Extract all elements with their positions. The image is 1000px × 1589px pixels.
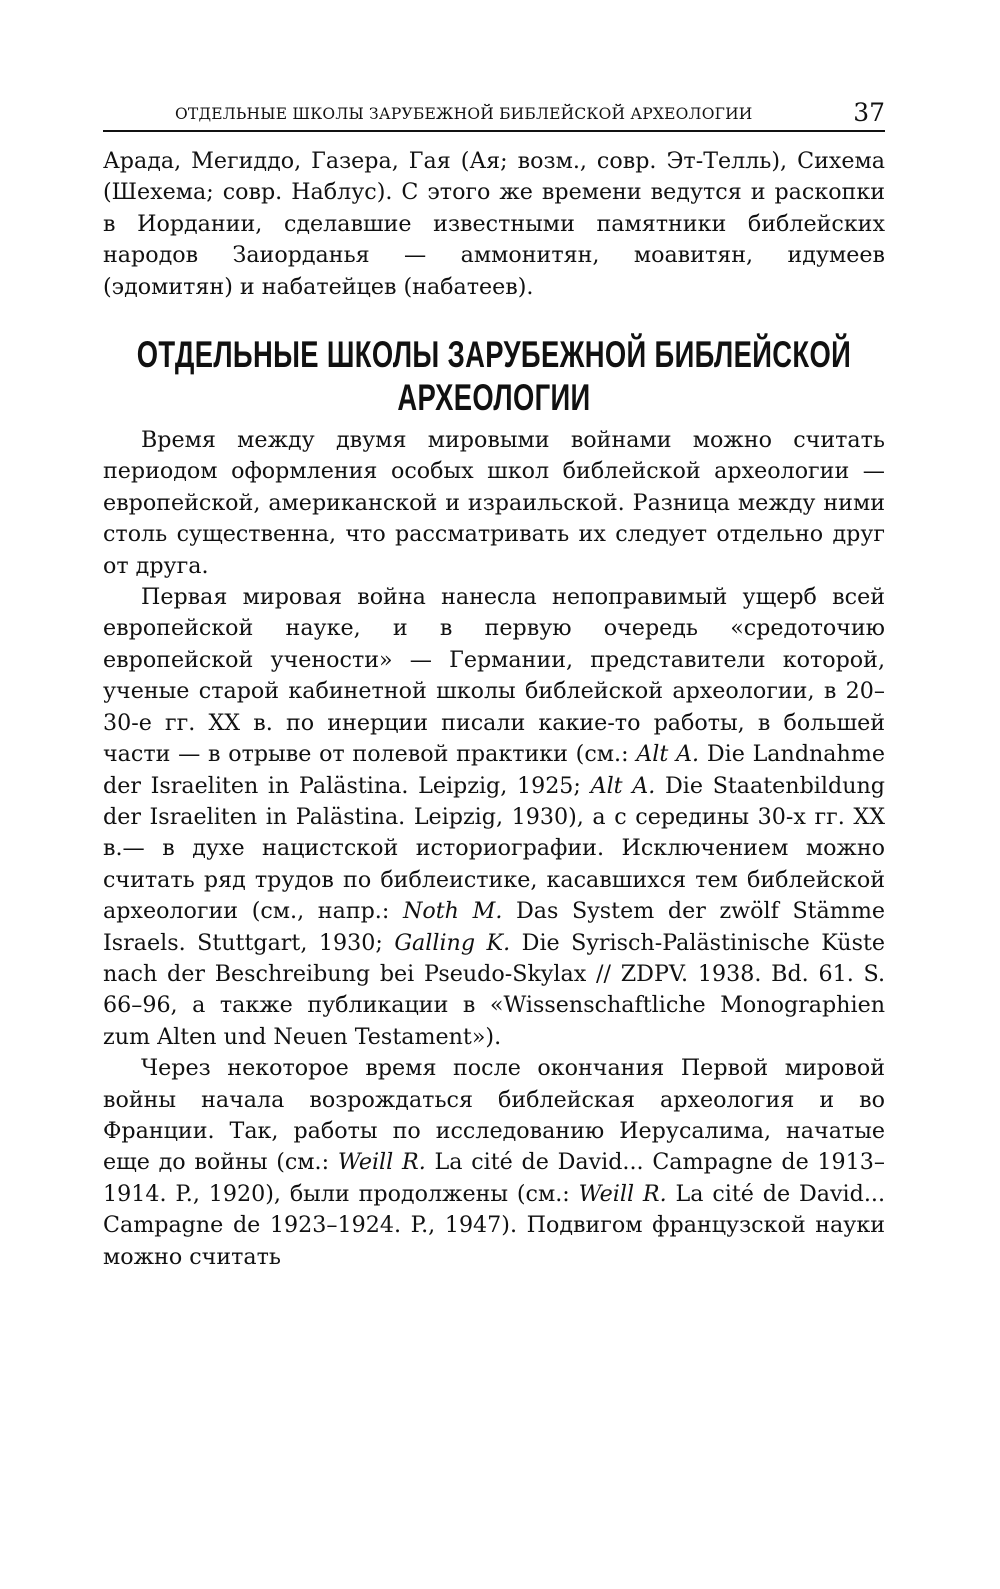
citation-author: Weill R. bbox=[337, 1149, 426, 1176]
citation-author: Alt A. bbox=[636, 741, 700, 768]
paragraph-2 bbox=[103, 582, 885, 1053]
citation-author: Noth M. bbox=[402, 898, 503, 925]
paragraph-2-text-3: Die Staatenbildung der Israeliten in Palästina. Leipzig, 1930), а с середины 30-х гг. XX в.— в духе нацистской историографии. Исключением можно считать ряд трудов по библеистике, касавшихся тем библейской археологии (см., напр.: bbox=[103, 772, 885, 925]
paragraph-2-text-2: Die Landnahme der Israeliten in Palästina. Leipzig, 1925; bbox=[103, 741, 885, 799]
book-page bbox=[103, 88, 885, 1273]
paragraph-3-text-2: La cité de David... Campagne de 1913–1914. P., 1920), были продолжены (см.: bbox=[103, 1149, 885, 1207]
paragraph-2-text-5: Die Syrisch-Palästinische Küste nach der Beschreibung bei Pseudo-Skylax // ZDPV. 1938. Bd. 61. S. 66–96, а также публикации в «Wissenschaftliche Monographien zum Alten und Neuen Testament»). bbox=[103, 929, 885, 1050]
running-header bbox=[103, 88, 885, 132]
paragraph-2-text-1: Первая мировая война нанесла непоправимый ущерб всей европейской науке, и в первую очередь «средоточию европейской учености» — Германии, представители которой, ученые старой кабинетной школы библейской археологии, в 20–30-е гг. XX в. по инерции писали какие-то работы, в большей части — в отрыве от полевой практики (см.: bbox=[103, 584, 885, 768]
paragraph-3-text-3: La cité de David... Campagne de 1923–1924. P., 1947). Подвигом французской науки можно считать bbox=[103, 1180, 885, 1270]
page-number: 37 bbox=[853, 98, 885, 127]
citation-author: Alt A. bbox=[590, 772, 656, 799]
running-title: ОТДЕЛЬНЫЕ ШКОЛЫ ЗАРУБЕЖНОЙ БИБЛЕЙСКОЙ АРХЕОЛОГИИ bbox=[175, 104, 753, 123]
page-body bbox=[103, 146, 885, 1273]
paragraph-2-text-4: Das System der zwölf Stämme Israels. Stuttgart, 1930; bbox=[103, 898, 885, 956]
section-heading-line-2: АРХЕОЛОГИИ bbox=[397, 377, 591, 419]
paragraph-3-text-1: Через некоторое время после окончания Первой мировой войны начала возрождаться библейская археология и во Франции. Так, работы по исследованию Иерусалима, начатые еще до войны (см.: bbox=[103, 1055, 885, 1176]
citation-author: Weill R. bbox=[578, 1180, 667, 1207]
citation-author: Galling K. bbox=[394, 929, 511, 956]
section-heading-line-1: ОТДЕЛЬНЫЕ ШКОЛЫ ЗАРУБЕЖНОЙ БИБЛЕЙСКОЙ bbox=[136, 334, 852, 376]
section-heading bbox=[108, 333, 879, 419]
intro-paragraph: Арада, Мегиддо, Газера, Гая (Ая; возм., совр. Эт-Телль), Сихема (Шехема; совр. Наблус). С этого же времени ведутся и раскопки в Иордании, сделавшие известными памятники библейских народов Заиорданья — аммонитян, моавитян, идумеев (эдомитян) и набатейцев (набатеев). bbox=[103, 148, 885, 300]
paragraph-3 bbox=[103, 1053, 885, 1273]
paragraph-1: Время между двумя мировыми войнами можно считать периодом оформления особых школ библейской археологии — европейской, американской и израильской. Разница между ними столь существенна, что рассматривать их следует отдельно друг от друга. bbox=[103, 427, 885, 579]
